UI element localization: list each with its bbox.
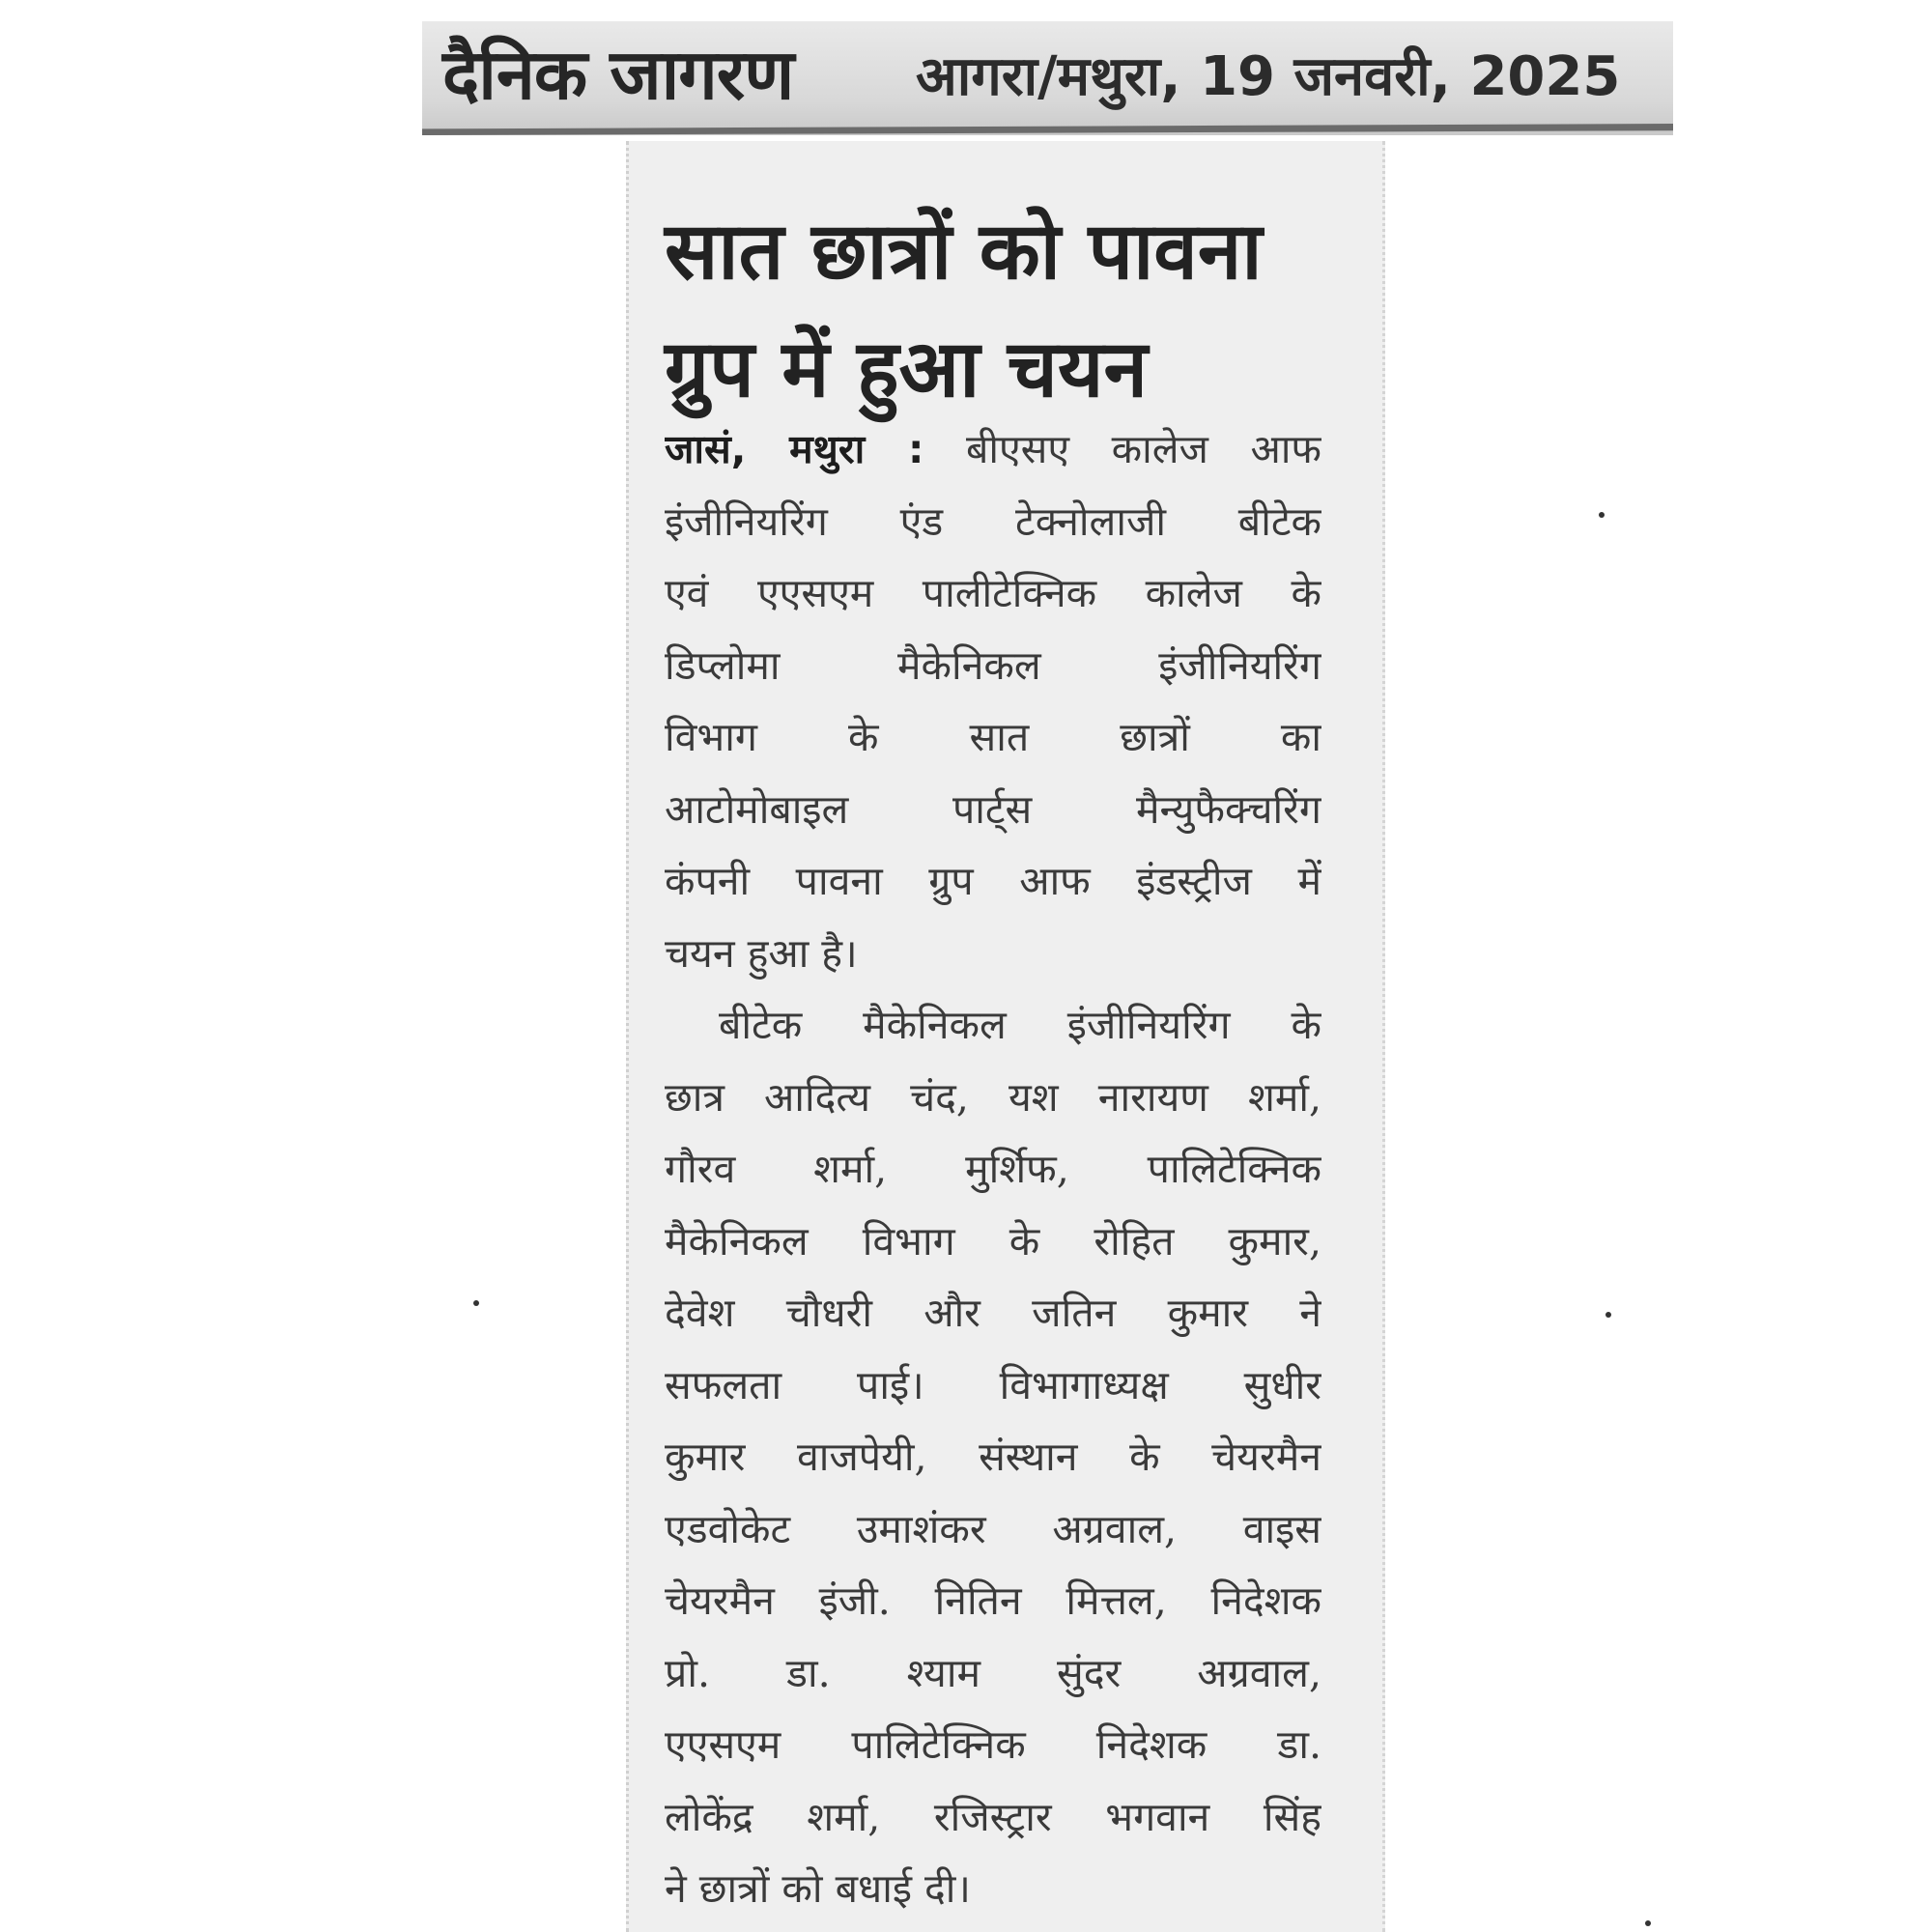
dateline: जासं, मथुरा :	[665, 426, 924, 472]
article-line: डिप्लोमा मैकेनिकल इंजीनियरिंग	[665, 641, 1321, 689]
article-line: चयन हुआ है।	[665, 929, 858, 977]
edition-date: आगरा/मथुरा, 19 जनवरी, 2025	[916, 45, 1621, 108]
article-line: एवं एएसएम पालीटेक्निक कालेज के	[665, 570, 1321, 616]
article-line: देवेश चौधरी और जतिन कुमार ने	[665, 1290, 1321, 1336]
article-line: कुमार वाजपेयी, संस्थान के चेयरमैन	[665, 1434, 1321, 1480]
article-line: एडवोकेट उमाशंकर अग्रवाल, वाइस	[665, 1505, 1321, 1552]
article-body	[665, 413, 1321, 1925]
headline-line-1: सात छात्रों को पावना	[665, 206, 1263, 298]
article-line: विभाग के सात छात्रों का	[665, 714, 1321, 760]
headline-line-2: ग्रुप में हुआ चयन	[665, 324, 1148, 415]
article-line-text: बीएसए कालेज आफ	[923, 426, 1321, 472]
article-line: इंजीनियरिंग एंड टेक्नोलाजी बीटेक	[665, 497, 1321, 545]
article-line: गौरव शर्मा, मुर्शिफ, पालिटेक्निक	[665, 1146, 1321, 1192]
print-speck	[1599, 512, 1605, 518]
article-line: चेयरमैन इंजी. नितिन मित्तल, निदेशक	[665, 1577, 1321, 1624]
article-line: एएसएम पालिटेक्निक निदेशक डा.	[665, 1721, 1321, 1768]
print-speck	[1605, 1312, 1611, 1318]
article-line: छात्र आदित्य चंद, यश नारायण शर्मा,	[665, 1073, 1321, 1121]
newspaper-name: दैनिक जागरण	[442, 34, 794, 115]
article-headline	[665, 193, 1341, 429]
article-line: मैकेनिकल विभाग के रोहित कुमार,	[665, 1217, 1321, 1264]
article-line: प्रो. डा. श्याम सुंदर अग्रवाल,	[665, 1649, 1321, 1696]
article-line: लोकेंद्र शर्मा, रजिस्ट्रार भगवान सिंह	[665, 1793, 1321, 1840]
article-line: कंपनी पावना ग्रुप आफ इंडस्ट्रीज में	[665, 858, 1321, 904]
article-line: आटोमोबाइल पार्ट्स मैन्युफैक्चरिंग	[665, 785, 1321, 833]
article-line: ने छात्रों को बधाई दी।	[665, 1865, 971, 1912]
article-line: बीटेक मैकेनिकल इंजीनियरिंग के	[719, 1002, 1321, 1048]
article-line	[665, 413, 1321, 486]
article-line: सफलता पाई। विभागाध्यक्ष सुधीर	[665, 1361, 1321, 1408]
print-speck	[1645, 1920, 1651, 1926]
print-speck	[473, 1300, 479, 1306]
